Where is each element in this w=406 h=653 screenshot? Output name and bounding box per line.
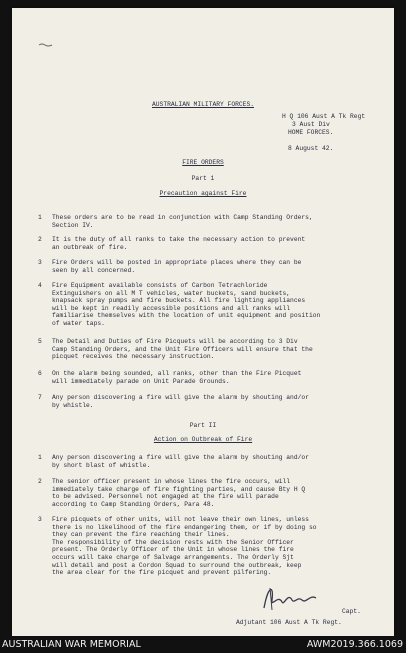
paragraph-line: These orders are to be read in conjunction with Camp Standing Orders, <box>52 214 313 221</box>
paragraph-line: The Detail and Duties of Fire Picquets will be according to 3 Div <box>52 338 298 345</box>
signature-rank: Capt. <box>342 608 361 615</box>
paragraph-line: It is the duty of all ranks to take the necessary action to prevent <box>52 236 306 243</box>
address-line: HOME FORCES. <box>288 129 334 136</box>
paragraph-line: the area clear for the fire picquet and prevent pilfering. <box>52 569 272 577</box>
letterhead: AUSTRALIAN MILITARY FORCES. <box>151 101 255 108</box>
handwritten-signature-icon <box>260 580 320 616</box>
paragraph-line: Fire Equipment available consists of Carbon Tetrachloride <box>52 282 268 289</box>
document-date: 8 August 42. <box>288 145 334 152</box>
footer-accession: AWM2019.366.1069 <box>306 639 403 650</box>
paragraph-number: 2 <box>38 478 42 485</box>
paragraph-line: Any person discovering a fire will give the alarm by shouting and/or <box>52 394 309 401</box>
document-title: FIRE ORDERS <box>182 159 224 166</box>
paragraph-line: picquet receives the necessary instruction. <box>52 353 215 361</box>
paragraph-number: 3 <box>38 259 42 266</box>
part1-subheading: Precaution against Fire <box>159 190 247 197</box>
paragraph-number: 1 <box>38 214 42 221</box>
paragraph-line: Section IV. <box>52 221 94 229</box>
paragraph-number: 6 <box>38 370 42 377</box>
paragraph-number: 3 <box>38 516 42 523</box>
paragraph-line: Fire Orders will be posted in appropriate places where they can be <box>52 259 302 266</box>
paragraph-line: to be advised. Personnel not engaged at the fire will parade <box>52 493 279 501</box>
address-line: 3 Aust Div <box>292 121 330 128</box>
paragraph-number: 1 <box>38 454 42 461</box>
paragraph-line: seen by all concerned. <box>52 266 136 274</box>
paragraph-line: there is no likelihood of the fire endangering them, or if by doing so <box>52 523 317 531</box>
paper-mark-icon <box>38 42 54 48</box>
paragraph-line: Extinguishers on all M T vehicles, water buckets, sand buckets, <box>52 289 291 297</box>
paragraph-line: Fire picquets of other units, will not leave their own lines, unless <box>52 516 309 523</box>
paragraph-number: 7 <box>38 394 42 401</box>
address-line: H Q 106 Aust A Tk Regt <box>282 113 366 120</box>
paragraph-line: Any person discovering a fire will give the alarm by shouting and/or <box>52 454 309 461</box>
footer-bar <box>0 636 406 653</box>
paragraph-number: 4 <box>38 282 42 289</box>
part1-heading: Part 1 <box>191 175 215 182</box>
part2-heading: Part II <box>189 422 217 429</box>
paragraph-line: Camp Standing Orders, and the Unit Fire Officers will ensure that the <box>52 345 313 353</box>
footer-source: AUSTRALIAN WAR MEMORIAL <box>2 639 141 650</box>
paragraph-line: knapsack spray pumps and fire buckets. All fire lighting appliances <box>52 297 306 305</box>
signature-title: Adjutant 106 Aust A Tk Regt. <box>236 619 342 626</box>
paragraph-number: 5 <box>38 338 42 345</box>
paragraph-line: will immediately parade on Unit Parade Grounds. <box>52 377 230 385</box>
paragraph-line: occurs will take charge of Salvage arrangements. The Orderly Sjt <box>52 553 294 561</box>
paragraph-line: present. The Orderly Officer of the Unit in whose lines the fire <box>52 546 294 554</box>
paragraph-line: familiarise themselves with the location of unit equipment and position <box>52 312 321 320</box>
paragraph-line: of water taps. <box>52 319 105 327</box>
paragraph-line: they can prevent the fire reaching their lines. <box>52 531 230 539</box>
part2-subheading: Action on Outbreak of Fire <box>153 436 253 443</box>
address-block <box>282 113 365 153</box>
paragraph-line: The responsibility of the decision rests with the Senior Officer <box>52 538 294 546</box>
paragraph-line: The senior officer present in whose lines the fire occurs, will <box>52 478 291 485</box>
paragraph-line: by whistle. <box>52 401 94 409</box>
paragraph-line: immediately take charge of fire fighting parties, and cause Bty H Q <box>52 485 306 493</box>
paragraph-line: according to Camp Standing Orders, Para 48. <box>52 500 215 508</box>
paragraph-line: will detail and post a Cordon Squad to surround the outbreak, keep <box>52 561 302 569</box>
document-page <box>12 8 394 636</box>
paragraph-line: by short blast of whistle. <box>52 461 151 469</box>
paragraph-line: will be kept in readily accessible positions and all ranks will <box>52 304 291 312</box>
paragraph-number: 2 <box>38 236 42 243</box>
paragraph-line: On the alarm being sounded, all ranks, other than the Fire Picquet <box>52 370 302 377</box>
paragraph-line: an outbreak of fire. <box>52 243 128 251</box>
